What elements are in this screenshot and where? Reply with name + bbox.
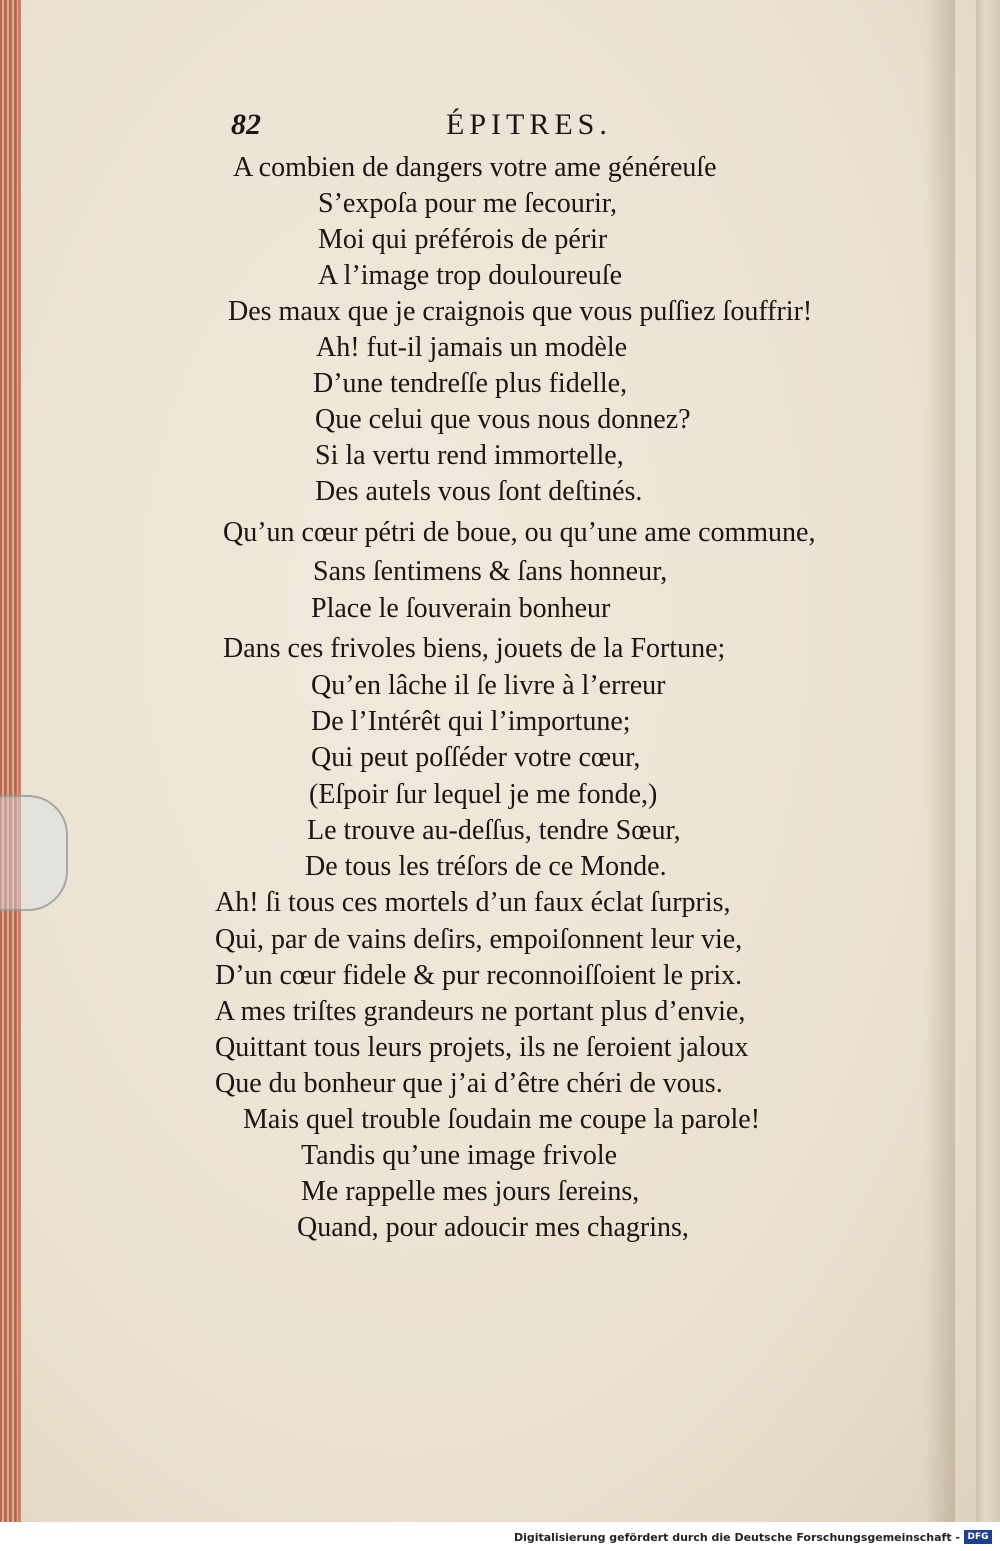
verse-line: Que celui que vous nous donnez? <box>315 404 691 435</box>
verse-line: Le trouve au-deſſus, tendre Sœur, <box>307 815 681 846</box>
verse-line: Ah! ſi tous ces mortels d’un faux éclat ſurpris, <box>215 887 731 918</box>
verse-line: Quand, pour adoucir mes chagrins, <box>297 1212 689 1243</box>
verse-line: Moi qui préférois de périr <box>318 224 608 255</box>
verse-line: Ah! fut-il jamais un modèle <box>316 332 628 363</box>
verse-line: Qu’en lâche il ſe livre à l’erreur <box>311 670 666 701</box>
verse-line: Des maux que je craignois que vous puſſiez ſouffrir! <box>228 296 813 327</box>
page-clip <box>0 795 68 911</box>
verse-line: Qu’un cœur pétri de boue, ou qu’une ame commune, <box>223 517 816 548</box>
verse-line: Tandis qu’une image frivole <box>301 1140 618 1171</box>
facing-page-edge <box>976 0 1000 1522</box>
page-paper <box>18 0 979 1522</box>
page-gutter <box>925 0 955 1522</box>
verse-line: Sans ſentimens & ſans honneur, <box>313 556 668 587</box>
verse-line: Des autels vous ſont deſtinés. <box>315 476 643 507</box>
digitization-credit: Digitalisierung gefördert durch die Deutsche Forschungsgemeinschaft - <box>513 1531 960 1544</box>
verse-line: Qui, par de vains deſirs, empoiſonnent leur vie, <box>215 924 743 955</box>
verse-line: Dans ces frivoles biens, jouets de la Fortune; <box>223 633 726 664</box>
verse-line: D’un cœur fidele & pur reconnoiſſoient le prix. <box>215 960 743 991</box>
verse-line: Quittant tous leurs projets, ils ne ſeroient jaloux <box>215 1032 749 1063</box>
running-head <box>21 108 979 148</box>
verse-line: (Eſpoir ſur lequel je me fonde,) <box>309 779 658 810</box>
verse-line: De tous les tréſors de ce Monde. <box>305 851 667 882</box>
verse-line: Place le ſouverain bonheur <box>311 593 611 624</box>
verse-line: A combien de dangers votre ame généreuſe <box>233 152 717 183</box>
verse-line: De l’Intérêt qui l’importune; <box>311 706 631 737</box>
verse-line: Que du bonheur que j’ai d’être chéri de vous. <box>215 1068 723 1099</box>
verse-line: A mes triſtes grandeurs ne portant plus d’envie, <box>215 996 746 1027</box>
verse-line: Qui peut poſſéder votre cœur, <box>311 742 641 773</box>
verse-line: Mais quel trouble ſoudain me coupe la parole! <box>243 1104 761 1135</box>
dfg-logo: DFG <box>964 1530 992 1544</box>
verse-line: Me rappelle mes jours ſereins, <box>301 1176 640 1207</box>
verse-line: Si la vertu rend immortelle, <box>315 440 624 471</box>
verse-line: S’expoſa pour me ſecourir, <box>318 188 618 219</box>
page-title: ÉPITRES. <box>446 108 612 141</box>
verse-line: A l’image trop douloureuſe <box>318 260 623 291</box>
page-number: 82 <box>231 108 261 141</box>
verse-line: D’une tendreſſe plus fidelle, <box>313 368 628 399</box>
